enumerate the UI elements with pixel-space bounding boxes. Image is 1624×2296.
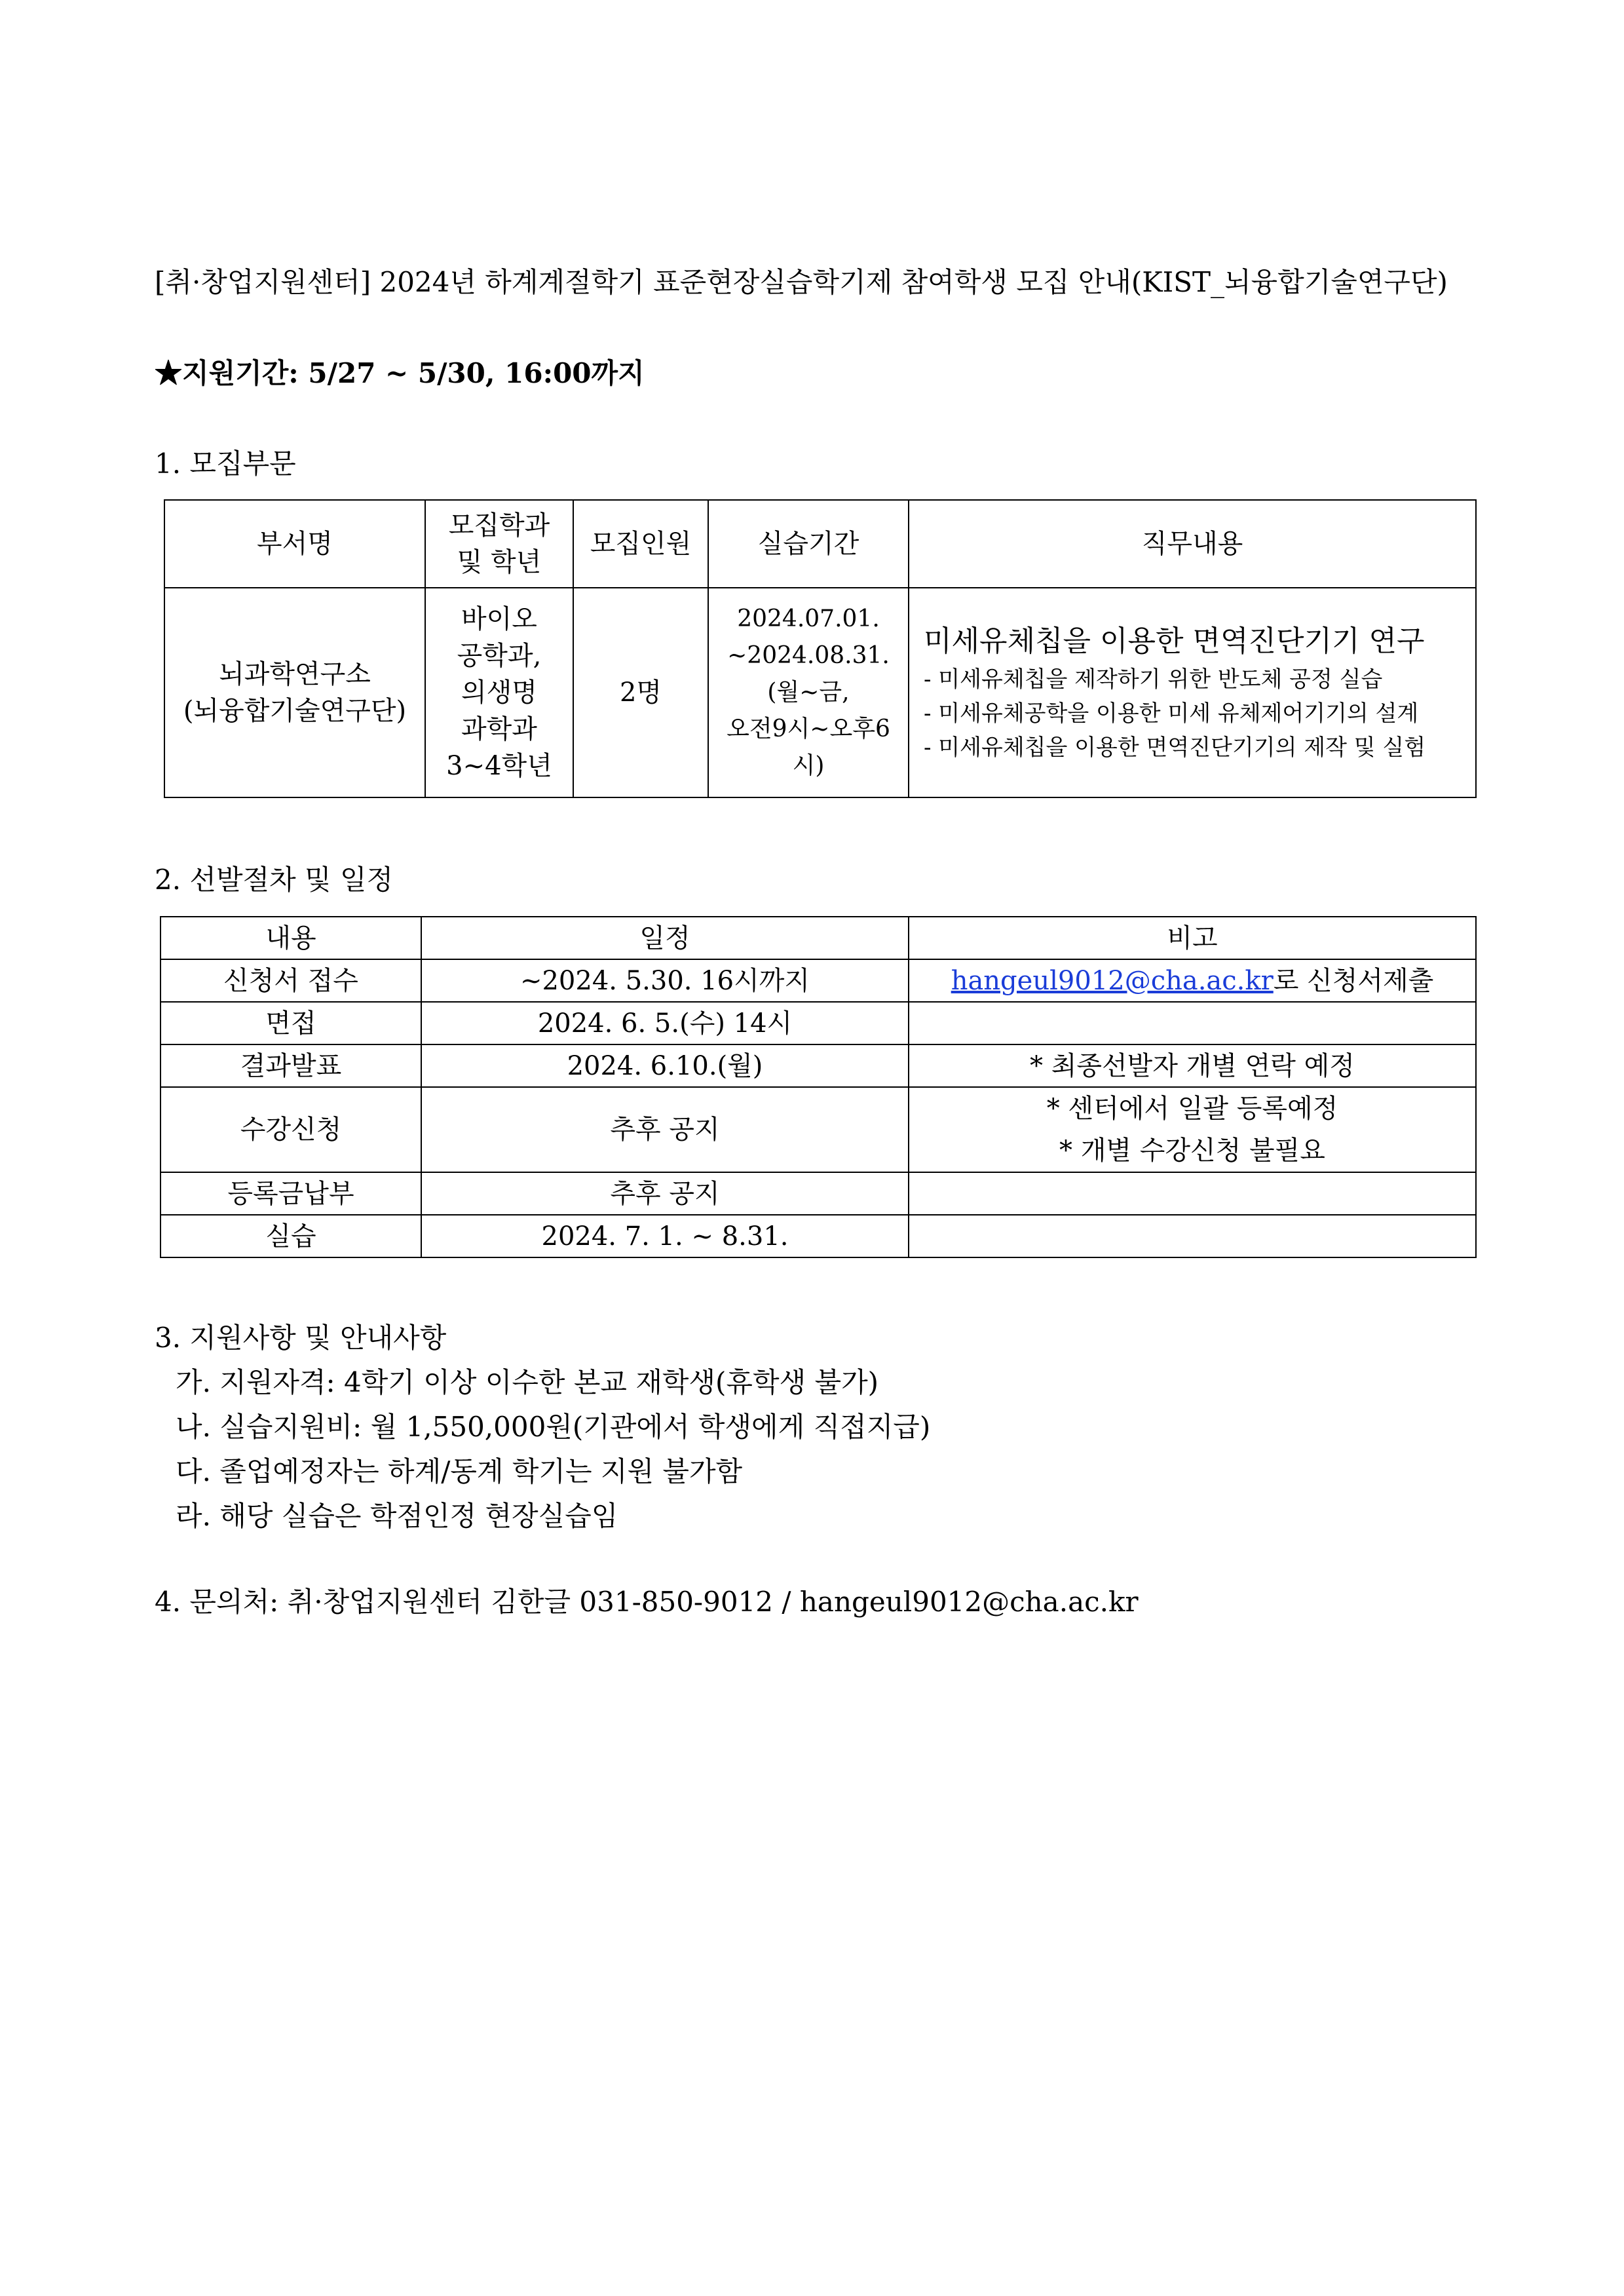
job-item: - 미세유체칩을 제작하기 위한 반도체 공정 실습	[924, 666, 1383, 693]
recruitment-table-row	[164, 588, 1476, 797]
note-cell	[909, 1172, 1476, 1215]
table-row	[161, 1002, 1476, 1044]
note-cell: * 최종선발자 개별 연락 예정	[909, 1044, 1476, 1087]
date-cell: 추후 공지	[421, 1172, 909, 1215]
period-cell: 2024.07.01. ~2024.08.31. (월~금, 오전9시~오후6시)	[708, 588, 909, 797]
schedule-table-header	[161, 917, 1476, 959]
guide-item: 다. 졸업예정자는 하계/동계 학기는 지원 불가함	[176, 1455, 743, 1487]
department-cell: 뇌과학연구소 (뇌융합기술연구단)	[164, 588, 425, 797]
date-cell: 추후 공지	[421, 1087, 909, 1172]
guide-item: 라. 해당 실습은 학점인정 현장실습임	[176, 1500, 618, 1532]
note-cell	[909, 1002, 1476, 1044]
date-cell: 2024. 6.10.(월)	[421, 1044, 909, 1087]
section2-heading: 2. 선발절차 및 일정	[155, 864, 394, 896]
note-cell	[909, 1215, 1476, 1257]
header-cell: 실습기간	[708, 500, 909, 588]
section3-heading: 3. 지원사항 및 안내사항	[155, 1322, 447, 1354]
document-title: [취·창업지원센터] 2024년 하계계절학기 표준현장실습학기제 참여학생 모집 안내(KIST_뇌융합기술연구단)	[155, 266, 1448, 298]
guide-item: 가. 지원자격: 4학기 이상 이수한 본교 재학생(휴학생 불가)	[176, 1366, 879, 1398]
schedule-table	[160, 916, 1477, 1258]
recruitment-table-header	[164, 500, 1476, 588]
item-cell: 수강신청	[161, 1087, 421, 1172]
note-cell: * 센터에서 일괄 등록예정 * 개별 수강신청 불필요	[909, 1087, 1476, 1172]
header-cell: 직무내용	[909, 500, 1476, 588]
guide-item: 나. 실습지원비: 월 1,550,000원(기관에서 학생에게 직접지급)	[176, 1411, 931, 1443]
header-cell: 부서명	[164, 500, 425, 588]
job-title: 미세유체칩을 이용한 면역진단기기 연구	[924, 624, 1425, 658]
job-description-cell	[909, 588, 1476, 797]
item-cell: 결과발표	[161, 1044, 421, 1087]
table-row	[161, 1044, 1476, 1087]
item-cell: 신청서 접수	[161, 959, 421, 1002]
table-row	[161, 1215, 1476, 1257]
major-cell: 바이오 공학과, 의생명 과학과 3~4학년	[425, 588, 573, 797]
date-cell: 2024. 6. 5.(수) 14시	[421, 1002, 909, 1044]
note-text: 로 신청서제출	[1273, 965, 1434, 996]
contact-info: 4. 문의처: 취·창업지원센터 김한글 031-850-9012 / hangeul9012@cha.ac.kr	[155, 1586, 1139, 1618]
date-cell: 2024. 7. 1. ~ 8.31.	[421, 1215, 909, 1257]
job-item: - 미세유체칩을 이용한 면역진단기기의 제작 및 실험	[924, 735, 1426, 761]
count-cell: 2명	[573, 588, 708, 797]
section1-heading: 1. 모집부문	[155, 448, 296, 480]
table-row	[161, 1172, 1476, 1215]
item-cell: 면접	[161, 1002, 421, 1044]
item-cell: 실습	[161, 1215, 421, 1257]
header-cell: 일정	[421, 917, 909, 959]
note-cell	[909, 959, 1476, 1002]
header-cell: 모집인원	[573, 500, 708, 588]
item-cell: 등록금납부	[161, 1172, 421, 1215]
job-item: - 미세유체공학을 이용한 미세 유체제어기기의 설계	[924, 700, 1419, 727]
recruitment-table	[164, 499, 1477, 798]
header-cell: 모집학과 및 학년	[425, 500, 573, 588]
header-cell: 비고	[909, 917, 1476, 959]
date-cell: ~2024. 5.30. 16시까지	[421, 959, 909, 1002]
table-row	[161, 959, 1476, 1002]
header-cell: 내용	[161, 917, 421, 959]
application-period-notice: ★지원기간: 5/27 ~ 5/30, 16:00까지	[155, 357, 645, 389]
table-row	[161, 1087, 1476, 1172]
email-link[interactable]: hangeul9012@cha.ac.kr	[951, 965, 1274, 996]
